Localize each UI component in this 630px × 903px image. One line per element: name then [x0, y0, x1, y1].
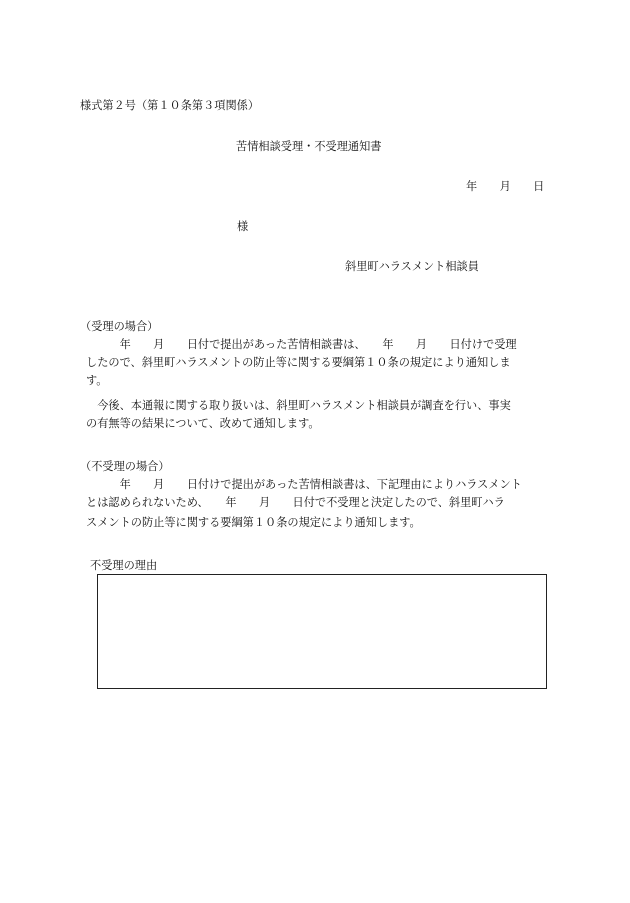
accepted-line: す。 [86, 374, 108, 387]
reason-text [98, 575, 546, 587]
addressee-suffix: 様 [237, 220, 249, 233]
accepted-line: 今後、本通報に関する取り扱いは、斜里町ハラスメント相談員が調査を行い、事実 [86, 399, 511, 412]
rejected-line: とは認められないため、 年 月 日付で不受理と決定したので、斜里町ハラ [86, 496, 505, 509]
reason-label: 不受理の理由 [90, 559, 158, 572]
form-number: 様式第２号（第１０条第３項関係） [80, 99, 260, 112]
reason-box [97, 574, 547, 689]
accepted-heading: （受理の場合） [80, 320, 159, 333]
sender-name: 斜里町ハラスメント相談員 [345, 260, 479, 273]
rejected-line: 年 月 日付けで提出があった苦情相談書は、下記理由によりハラスメント [86, 478, 522, 491]
rejected-heading: （不受理の場合） [80, 460, 170, 473]
document-title: 苦情相談受理・不受理通知書 [236, 140, 382, 153]
date-line: 年 月 日 [466, 180, 545, 193]
accepted-line: 年 月 日付で提出があった苦情相談書は、 年 月 日付けで受理 [86, 338, 517, 351]
accepted-line: したので、斜里町ハラスメントの防止等に関する要綱第１０条の規定により通知しま [86, 356, 511, 369]
rejected-line: スメントの防止等に関する要綱第１０条の規定により通知します。 [86, 516, 421, 529]
accepted-line: の有無等の結果について、改めて通知します。 [86, 417, 320, 430]
